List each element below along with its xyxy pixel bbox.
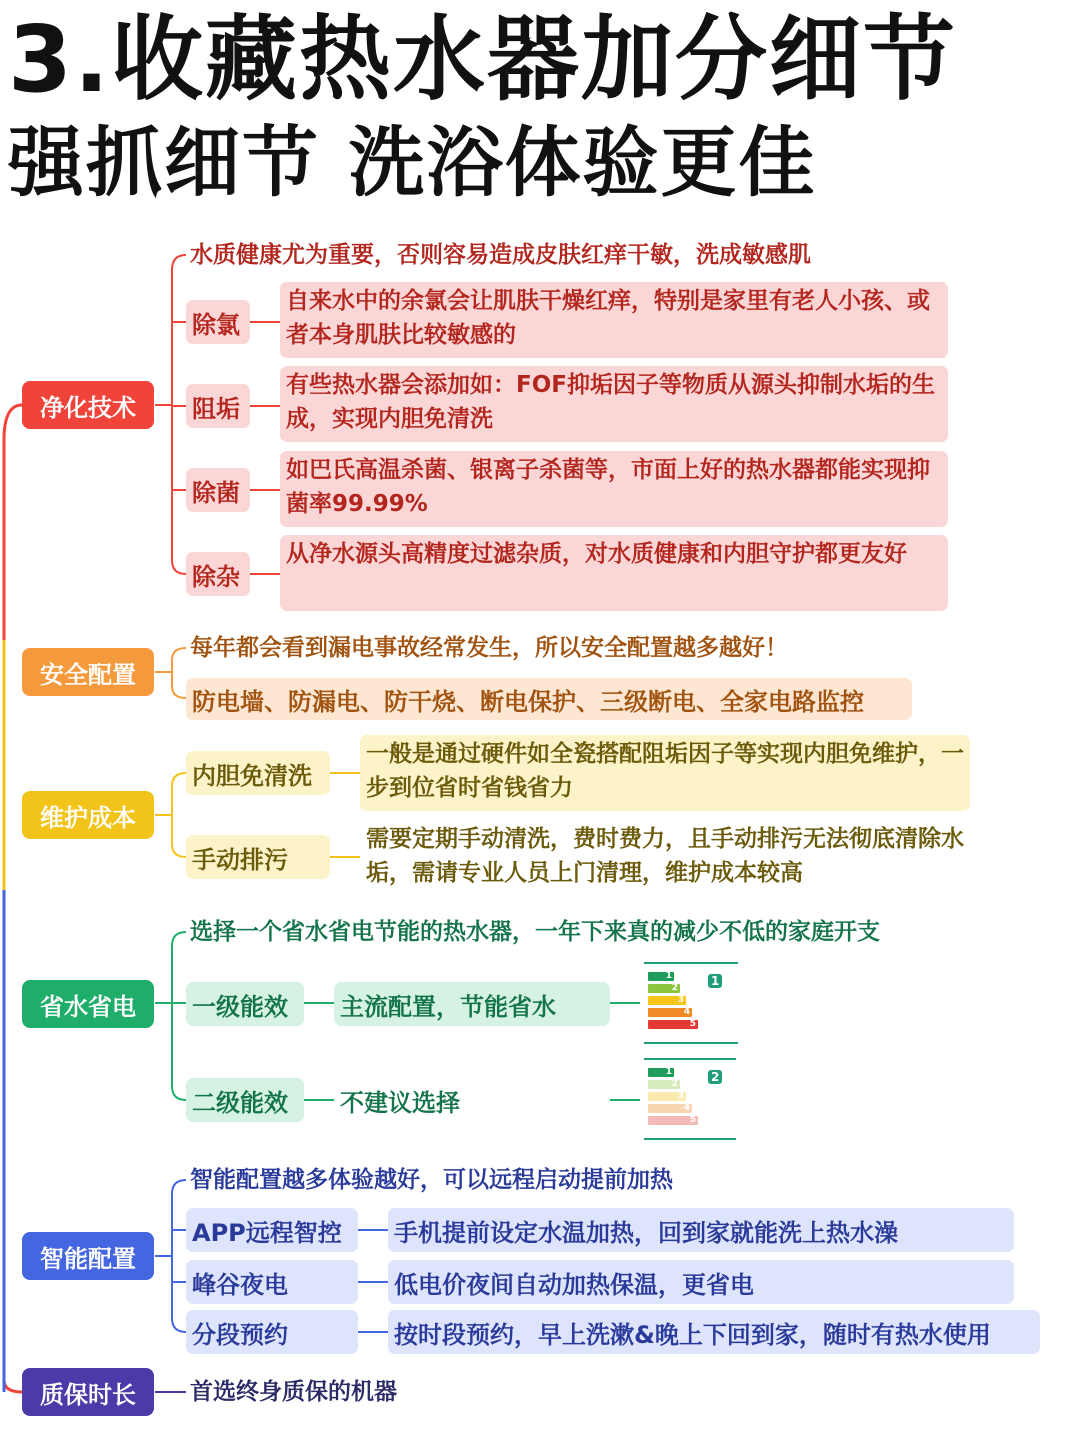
category-energy: 省水省电 (22, 980, 154, 1028)
energy-grade-number: 1 (665, 1067, 672, 1077)
smart-item-name: APP远程智控 (186, 1208, 358, 1252)
warranty-intro: 首选终身质保的机器 (190, 1379, 397, 1405)
energy-grade-bar (648, 972, 674, 981)
category-maintenance: 维护成本 (22, 791, 154, 839)
smart-intro: 智能配置越多体验越好，可以远程启动提前加热 (190, 1167, 673, 1193)
energy-grade-badge: 1 (708, 974, 722, 988)
energy-grade-badge: 2 (708, 1070, 722, 1084)
smart-item-desc: 低电价夜间自动加热保温，更省电 (388, 1260, 1014, 1304)
maintenance-item-name: 手动排污 (186, 835, 330, 879)
category-safety: 安全配置 (22, 648, 154, 696)
energy-label-top-line (644, 1058, 736, 1060)
energy-grade-bar (648, 996, 686, 1005)
maintenance-item-desc: 需要定期手动清洗，费时费力，且手动排污无法彻底清除水垢，需请专业人员上门清理，维护成本较高 (366, 826, 964, 886)
maintenance-item-desc: 一般是通过硬件如全瓷搭配阻垢因子等实现内胆免维护，一步到位省时省钱省力 (360, 735, 970, 811)
energy-intro: 选择一个省水省电节能的热水器，一年下来真的减少不低的家庭开支 (190, 919, 880, 945)
purify-item-name: 除杂 (186, 552, 250, 596)
energy-grade-number: 5 (689, 1019, 696, 1029)
page-title: 3.收藏热水器加分细节 (8, 6, 957, 113)
purify-intro: 水质健康尤为重要，否则容易造成皮肤红痒干敏，洗成敏感肌 (190, 242, 811, 268)
category-smart: 智能配置 (22, 1232, 154, 1280)
energy-label-bottom-line (644, 1138, 736, 1140)
energy-item-name: 二级能效 (186, 1078, 304, 1122)
energy-grade-number: 2 (671, 983, 678, 993)
energy-grade-bar (648, 1104, 692, 1113)
energy-item-desc: 主流配置，节能省水 (334, 982, 610, 1026)
energy-grade-number: 3 (677, 1091, 684, 1101)
energy-item-name: 一级能效 (186, 982, 304, 1026)
energy-label-grade-1-icon (644, 962, 738, 1044)
safety-intro: 每年都会看到漏电事故经常发生，所以安全配置越多越好！ (190, 635, 788, 661)
purify-item-desc: 自来水中的余氯会让肌肤干燥红痒，特别是家里有老人小孩、或者本身肌肤比较敏感的 (280, 282, 948, 358)
purify-item-name: 除菌 (186, 468, 250, 512)
energy-grade-bar (648, 1008, 692, 1017)
energy-grade-bar (648, 984, 680, 993)
energy-grade-number: 2 (671, 1079, 678, 1089)
smart-item-desc: 按时段预约，早上洗漱&晚上下回到家，随时有热水使用 (388, 1310, 1040, 1354)
energy-grade-number: 4 (683, 1007, 690, 1017)
energy-label-top-line (644, 962, 738, 964)
smart-item-name: 分段预约 (186, 1310, 358, 1354)
category-warranty: 质保时长 (22, 1368, 154, 1416)
safety-detail: 防电墙、防漏电、防干烧、断电保护、三级断电、全家电路监控 (186, 678, 912, 720)
energy-grade-number: 4 (683, 1103, 690, 1113)
category-purify: 净化技术 (22, 381, 154, 429)
energy-grade-bar (648, 1080, 680, 1089)
energy-grade-number: 3 (677, 995, 684, 1005)
smart-item-desc: 手机提前设定水温加热，回到家就能洗上热水澡 (388, 1208, 1014, 1252)
energy-item-desc: 不建议选择 (340, 1088, 460, 1117)
energy-grade-bar (648, 1020, 698, 1029)
energy-label-grade-2-icon (644, 1058, 736, 1140)
energy-grade-bar (648, 1092, 686, 1101)
purify-item-name: 阻垢 (186, 384, 250, 428)
purify-item-desc: 从净水源头高精度过滤杂质，对水质健康和内胆守护都更友好 (280, 535, 948, 611)
purify-item-desc: 有些热水器会添加如：FOF抑垢因子等物质从源头抑制水垢的生成，实现内胆免清洗 (280, 366, 948, 442)
energy-label-bottom-line (644, 1042, 738, 1044)
maintenance-item-name: 内胆免清洗 (186, 751, 330, 795)
page-subtitle: 强抓细节 洗浴体验更佳 (8, 118, 817, 207)
energy-grade-bar (648, 1116, 698, 1125)
energy-grade-bar (648, 1068, 674, 1077)
purify-item-desc: 如巴氏高温杀菌、银离子杀菌等，市面上好的热水器都能实现抑菌率99.99% (280, 451, 948, 527)
energy-grade-number: 1 (665, 971, 672, 981)
energy-grade-number: 5 (689, 1115, 696, 1125)
smart-item-name: 峰谷夜电 (186, 1260, 358, 1304)
purify-item-name: 除氯 (186, 300, 250, 344)
